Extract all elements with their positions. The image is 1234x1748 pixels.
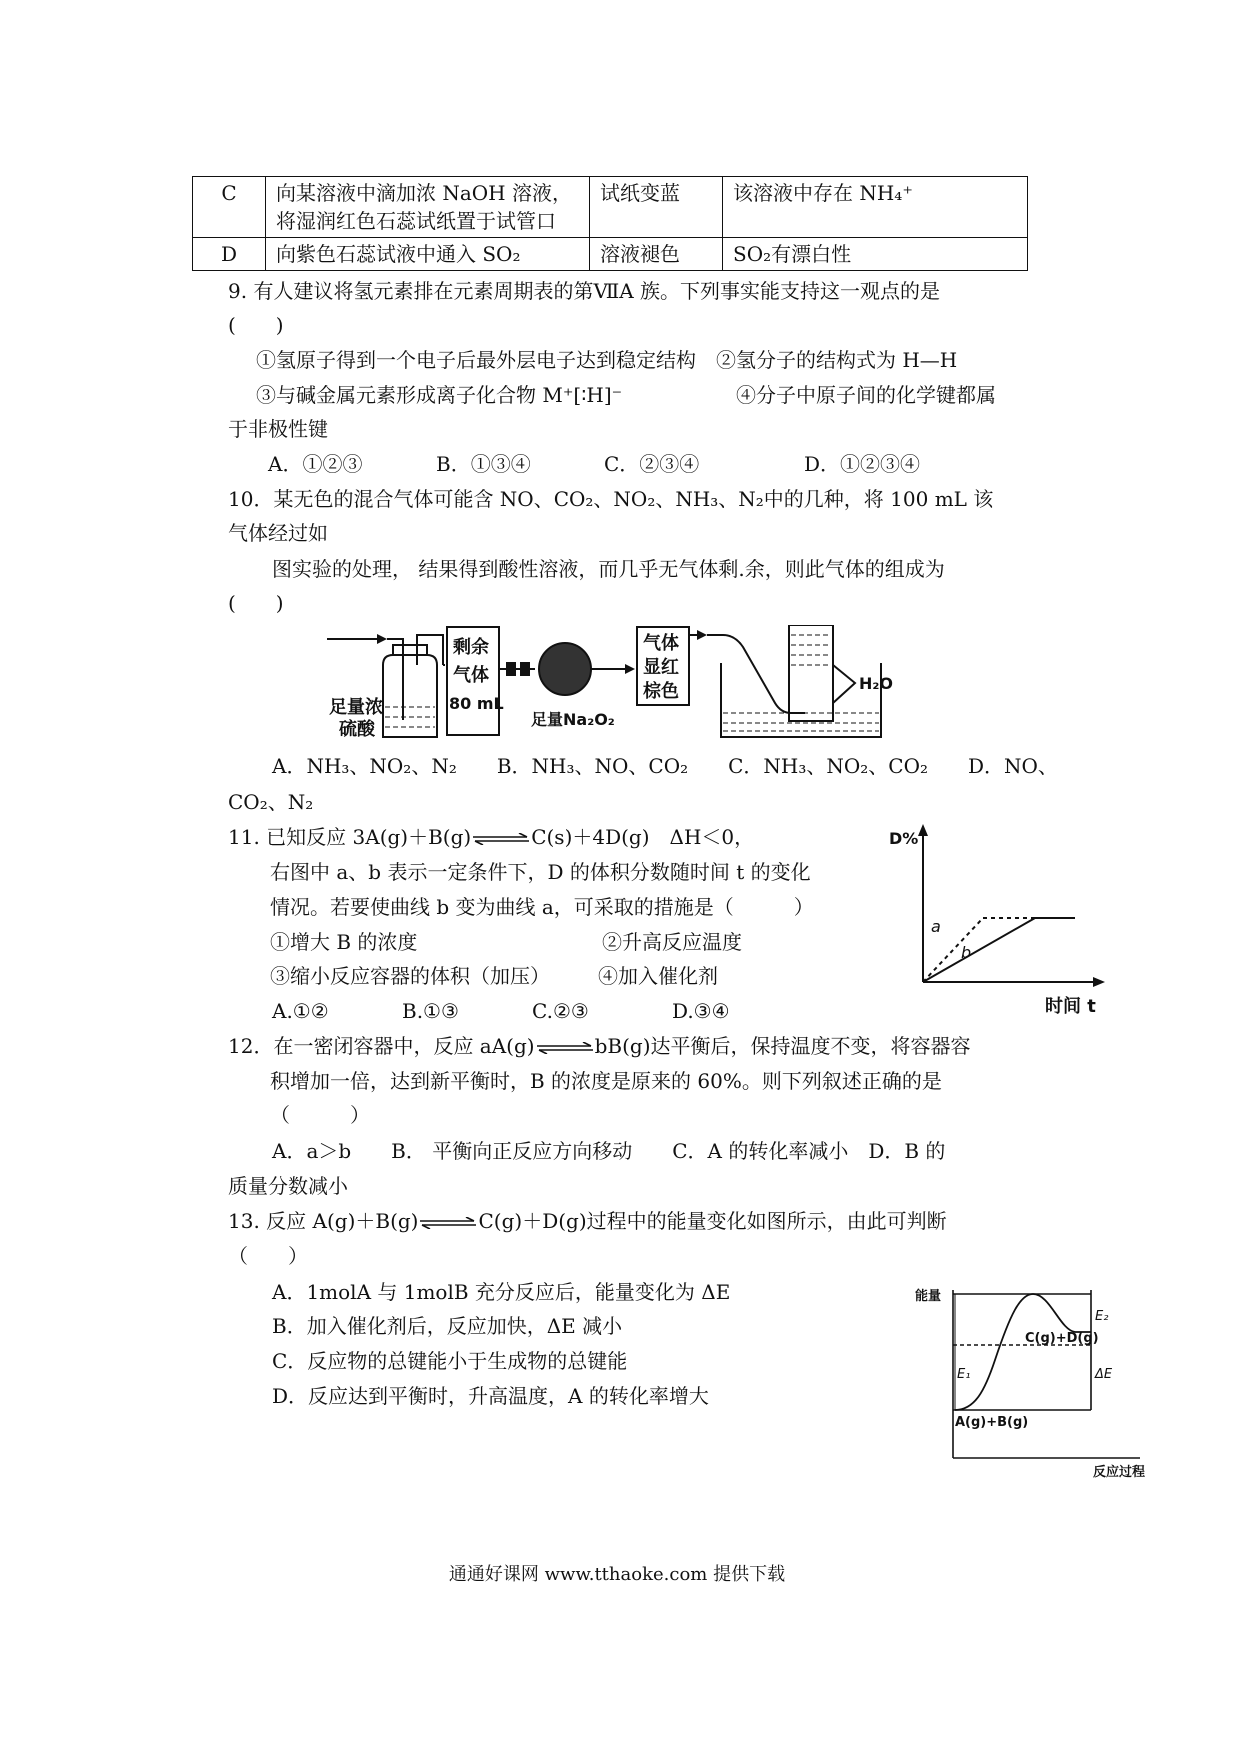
e1-label: E₁ [957,1367,971,1382]
q12-stem-1a: 12．在一密闭容器中，反应 aA(g) [228,1034,535,1058]
equilibrium-arrow-icon [471,833,531,845]
phenomenon-cell: 溶液褪色 [590,238,723,271]
q11-option-b: B.①③ [402,999,459,1023]
phenomenon-cell: 试纸变蓝 [590,177,723,238]
q12-paren: （ ） [270,1103,370,1127]
equilibrium-arrow-icon [418,1217,478,1229]
gas-apparatus-figure [325,625,1005,745]
q13-paren: （ ） [228,1244,308,1268]
row-label: D [193,238,266,271]
operation-line: 将湿润红色石蕊试纸置于试管口 [276,209,556,233]
q9-stem: 9. 有人建议将氢元素排在元素周期表的第ⅦA 族。下列事实能支持这一观点的是 [228,279,941,303]
product-label: C(g)+D(g) [1025,1331,1099,1346]
q13-option-c: C．反应物的总键能小于生成物的总键能 [272,1349,628,1373]
acid-label-1: 足量浓 [329,697,383,718]
q10-paren: ( ) [228,591,284,615]
q11-stem-1a: 11. 已知反应 3A(g)＋B(g) [228,825,472,849]
q11-stem-2: 右图中 a、b 表示一定条件下，D 的体积分数随时间 t 的变化 [270,860,811,884]
q12-options-2: 质量分数减小 [228,1174,348,1198]
q9-statement-4-cont: 于非极性键 [228,417,328,441]
q11-measure-1: ①增大 B 的浓度 [270,930,418,954]
q12-options-1: A．a＞b B． 平衡向正反应方向移动 C．A 的转化率减小 D．B 的 [272,1139,946,1163]
q10-options-2: CO₂、N₂ [228,790,314,814]
energy-ylabel: 能量 [915,1289,942,1304]
box2-label-3: 棕色 [643,681,679,702]
q13-option-d: D．反应达到平衡时，升高温度，A 的转化率增大 [272,1384,709,1408]
conclusion-cell: 该溶液中存在 NH₄⁺ [723,177,1028,238]
curve-a-label: a [931,917,941,936]
operation-line: 向紫色石蕊试液中通入 SO₂ [276,242,521,266]
experiment-table [192,176,1028,271]
graph-xlabel: 时间 t [1045,996,1096,1017]
box2-label-2: 显红 [643,657,679,678]
q11-measure-2: ②升高反应温度 [602,930,742,954]
footer-text: 通通好课网 www.tthaoke.com 提供下载 [448,1564,786,1585]
q10-stem-2: 气体经过如 [228,521,328,545]
q10-options-1: A．NH₃、NO₂、N₂ B．NH₃、NO、CO₂ C．NH₃、NO₂、CO₂ D．NO、 [272,754,1058,778]
q9-option-b: B．①③④ [436,452,531,476]
energy-xlabel: 反应过程 [1093,1465,1146,1480]
q9-paren: ( ) [228,313,284,337]
q11-option-a: A.①② [272,999,329,1023]
e2-label: E₂ [1095,1309,1109,1324]
na2o2-label: 足量Na₂O₂ [531,710,615,729]
operation-cell [266,238,590,271]
equilibrium-arrow-icon [535,1042,595,1054]
q13-option-a: A．1molA 与 1molB 充分反应后，能量变化为 ΔE [272,1280,731,1304]
operation-line: 向某溶液中滴加浓 NaOH 溶液， [276,181,572,205]
q9-option-a: A．①②③ [268,452,363,476]
q13-stem-1a: 13. 反应 A(g)＋B(g) [228,1209,419,1233]
curve-b-label: b [961,943,972,962]
conclusion-cell: SO₂有漂白性 [723,238,1028,271]
q9-statement-4: ④分子中原子间的化学键都属 [736,383,996,407]
acid-label-2: 硫酸 [339,719,375,740]
q10-stem-1: 10．某无色的混合气体可能含 NO、CO₂、NO₂、NH₃、N₂中的几种，将 100 mL 该 [228,487,994,511]
q13-option-b: B．加入催化剂后，反应加快，ΔE 减小 [272,1314,623,1338]
q11-option-c: C.②③ [532,999,589,1023]
delta-e-label: ΔE [1095,1367,1113,1382]
q11-measure-4: ④加入催化剂 [598,964,718,988]
q11-stem-1-wrap [228,823,754,851]
q11-stem-1b: C(s)＋4D(g) ΔH＜0， [531,825,755,849]
q9-statement-1-2: ①氢原子得到一个电子后最外层电子达到稳定结构 ②氢分子的结构式为 H—H [256,348,958,372]
table-row [193,177,1028,238]
q12-stem-1b: bB(g)达平衡后，保持温度不变，将容器容 [594,1034,971,1058]
operation-cell [266,177,590,238]
box2-label-1: 气体 [643,633,679,654]
q12-stem-1-wrap [228,1032,971,1060]
box1-label-3: 80 mL [449,694,504,713]
q11-d-percent-graph [885,822,1115,1022]
graph-ylabel: D% [889,829,919,848]
q13-stem-1-wrap [228,1207,947,1235]
q9-statement-3: ③与碱金属元素形成离子化合物 M⁺[∶H]⁻ [256,383,623,407]
q9-option-c: C．②③④ [604,452,700,476]
water-label: H₂O [859,674,893,693]
q11-option-d: D.③④ [672,999,730,1023]
box1-label-1: 剩余 [453,637,489,658]
table-row [193,238,1028,271]
q11-stem-3: 情况。若要使曲线 b 变为曲线 a，可采取的措施是（ ） [270,895,814,919]
q10-stem-3: 图实验的处理， 结果得到酸性溶液，而几乎无气体剩.余，则此气体的组成为 [272,557,945,581]
row-label: C [193,177,266,238]
energy-profile-graph [915,1280,1155,1480]
q13-stem-1b: C(g)＋D(g)过程中的能量变化如图所示，由此可判断 [478,1209,947,1233]
q11-measure-3: ③缩小反应容器的体积（加压） [270,964,550,988]
q9-option-d: D．①②③④ [804,452,921,476]
box1-label-2: 气体 [453,665,489,686]
reactant-label: A(g)+B(g) [955,1415,1029,1430]
q12-stem-2: 积增加一倍，达到新平衡时，B 的浓度是原来的 60%。则下列叙述正确的是 [270,1069,942,1093]
